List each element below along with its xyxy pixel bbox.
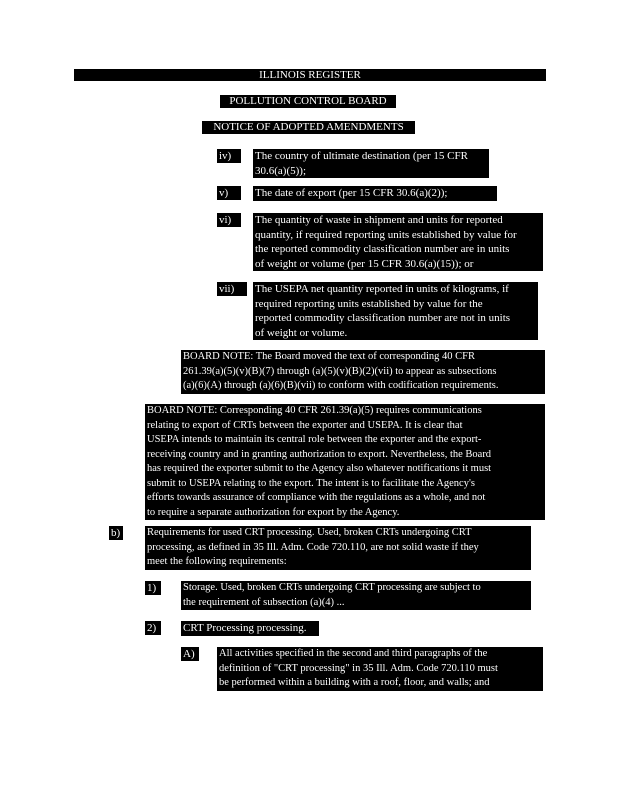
item-1-label: 1) <box>145 581 161 595</box>
item-iv-text: The country of ultimate destination (per 15 CFR 30.6(a)(5)); <box>253 149 489 178</box>
register-title: ILLINOIS REGISTER <box>259 69 361 81</box>
item-vii-label: vii) <box>217 282 247 296</box>
item-2-label: 2) <box>145 621 161 635</box>
item-vi-label: vi) <box>217 213 241 227</box>
item-2-title: CRT Processing processing. <box>181 621 319 636</box>
item-1-text: Storage. Used, broken CRTs undergoing CRT processing are subject to the requirement of subsection (a)(4) ... <box>181 581 531 610</box>
item-A-text: All activities specified in the second and third paragraphs of the definition of "CRT processing" in 35 Ill. Adm. Code 720.110 must be performed within a building with a roof, floor, and walls; and <box>217 647 543 691</box>
item-vii-text: The USEPA net quantity reported in units of kilograms, if required reporting units established by value for the reported commodity classification number are not in units of weight or volume. <box>253 282 538 340</box>
board-note-2: BOARD NOTE: Corresponding 40 CFR 261.39(a)(5) requires communications relating to export of CRTs between the exporter and USEPA. It is clear that USEPA intends to maintain its central role between the exporter and the export- receiving country and in granting authorization to export. Nevertheless, the Board has required the exporter submit to the Agency also whatever notifications it must submit to USEPA relating to the export. The intent is to facilitate the Agency's efforts towards assurance of compliance with the regulations as a whole, and not to require a separate authorization for export by the Agency. <box>145 404 545 520</box>
board-note-1: BOARD NOTE: The Board moved the text of corresponding 40 CFR 261.39(a)(5)(v)(B)(7) through (a)(5)(v)(B)(2)(vii) to appear as subsections (a)(6)(A) through (a)(6)(B)(vii) to conform with codification requirements. <box>181 350 545 394</box>
item-v-text: The date of export (per 15 CFR 30.6(a)(2)); <box>253 186 497 201</box>
item-v-label: v) <box>217 186 241 200</box>
item-iv-label: iv) <box>217 149 241 163</box>
notice-title: NOTICE OF ADOPTED AMENDMENTS <box>202 121 415 134</box>
section-b-label: b) <box>109 526 123 540</box>
section-b-text: Requirements for used CRT processing. Used, broken CRTs undergoing CRT processing, as defined in 35 Ill. Adm. Code 720.110, are not solid waste if they meet the following requirements: <box>145 526 531 570</box>
item-A-label: A) <box>181 647 199 661</box>
register-title-bar <box>74 69 546 81</box>
item-vi-text: The quantity of waste in shipment and units for reported quantity, if required reporting units established by value for the reported commodity classification number are in units of weight or volume (per 15 CFR 30.6(a)(15)); or <box>253 213 543 271</box>
board-title: POLLUTION CONTROL BOARD <box>220 95 396 108</box>
